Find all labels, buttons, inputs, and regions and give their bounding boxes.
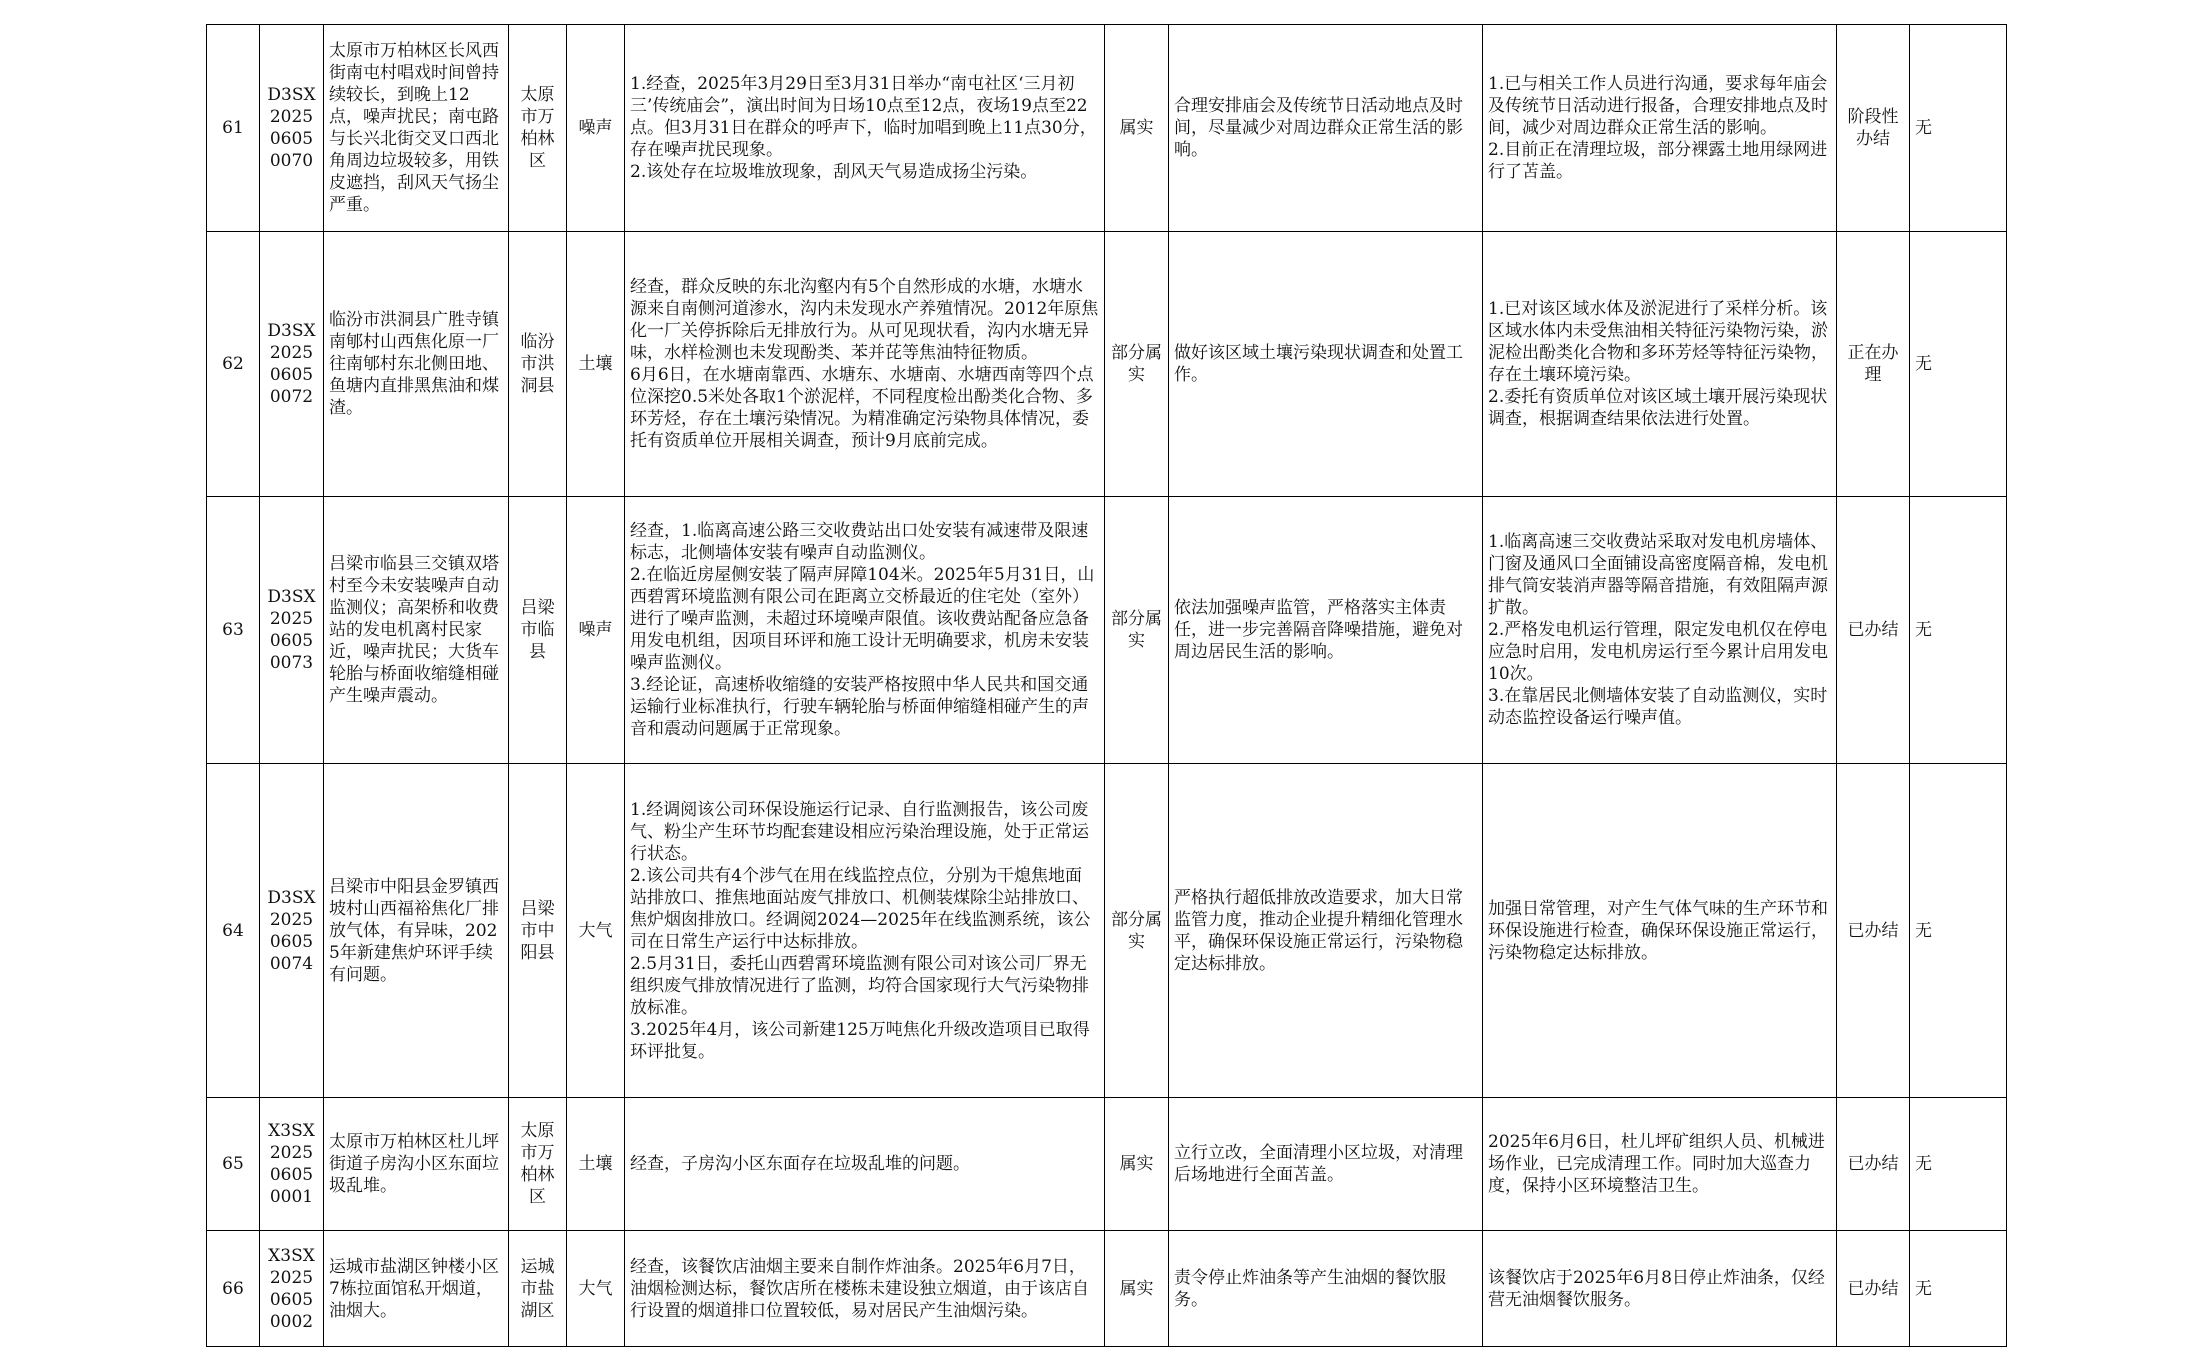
seq-cell: 61	[207, 25, 260, 232]
table-row	[207, 497, 2007, 764]
verdict-cell: 部分属实	[1105, 497, 1169, 764]
seq-cell: 64	[207, 764, 260, 1098]
table-row	[207, 232, 2007, 497]
accountability-cell: 无	[1910, 497, 2007, 764]
status-cell: 已办结	[1837, 764, 1910, 1098]
investigation-cell: 经查，该餐饮店油烟主要来自制作炸油条。2025年6月7日，油烟检测达标，餐饮店所在楼栋未建设独立烟道，由于该店自行设置的烟道排口位置较低，易对居民产生油烟污染。	[625, 1231, 1105, 1347]
area-cell: 太原市万柏林区	[509, 25, 567, 232]
code-cell: D3SX20250605 0074	[260, 764, 324, 1098]
rectification-cell: 2025年6月6日，杜儿坪矿组织人员、机械进场作业，已完成清理工作。同时加大巡查力度，保持小区环境整洁卫生。	[1483, 1098, 1837, 1231]
content-cell: 吕梁市临县三交镇双塔村至今未安装噪声自动监测仪；高架桥和收费站的发电机离村民家近，噪声扰民；大货车轮胎与桥面收缩缝相碰产生噪声震动。	[324, 497, 509, 764]
opinion-cell: 严格执行超低排放改造要求，加大日常监管力度，推动企业提升精细化管理水平，确保环保设施正常运行，污染物稳定达标排放。	[1169, 764, 1483, 1098]
content-cell: 太原市万柏林区长风西街南屯村唱戏时间曾持续较长，到晚上12点，噪声扰民；南屯路与长兴北街交叉口西北角周边垃圾较多，用铁皮遮挡，刮风天气扬尘严重。	[324, 25, 509, 232]
accountability-cell: 无	[1910, 232, 2007, 497]
code-cell: D3SX20250605 0070	[260, 25, 324, 232]
type-cell: 土壤	[567, 1098, 625, 1231]
area-cell: 吕梁市中阳县	[509, 764, 567, 1098]
code-cell: D3SX20250605 0072	[260, 232, 324, 497]
rectification-cell: 1.已对该区域水体及淤泥进行了采样分析。该区域水体内未受焦油相关特征污染物污染，淤泥检出酚类化合物和多环芳烃等特征污染物，存在土壤环境污染。 2.委托有资质单位对该区域土壤开展污染现状调查，根据调查结果依法进行处置。	[1483, 232, 1837, 497]
area-cell: 运城市盐湖区	[509, 1231, 567, 1347]
investigation-cell: 经查，子房沟小区东面存在垃圾乱堆的问题。	[625, 1098, 1105, 1231]
status-cell: 已办结	[1837, 497, 1910, 764]
complaint-table	[206, 24, 2007, 1347]
table-row	[207, 25, 2007, 232]
code-cell: X3SX20250605 0002	[260, 1231, 324, 1347]
verdict-cell: 属实	[1105, 1231, 1169, 1347]
investigation-cell: 1.经查，2025年3月29日至3月31日举办“南屯社区‘三月初三’传统庙会”，演出时间为日场10点至12点，夜场19点至22点。但3月31日在群众的呼声下，临时加唱到晚上11点30分，存在噪声扰民现象。 2.该处存在垃圾堆放现象，刮风天气易造成扬尘污染。	[625, 25, 1105, 232]
area-cell: 太原市万柏林区	[509, 1098, 567, 1231]
area-cell: 临汾市洪洞县	[509, 232, 567, 497]
verdict-cell: 属实	[1105, 25, 1169, 232]
content-cell: 吕梁市中阳县金罗镇西坡村山西福裕焦化厂排放气体，有异味，2025年新建焦炉环评手续有问题。	[324, 764, 509, 1098]
seq-cell: 66	[207, 1231, 260, 1347]
seq-cell: 65	[207, 1098, 260, 1231]
opinion-cell: 依法加强噪声监管，严格落实主体责任，进一步完善隔音降噪措施，避免对周边居民生活的影响。	[1169, 497, 1483, 764]
table-row	[207, 1231, 2007, 1347]
rectification-cell: 该餐饮店于2025年6月8日停止炸油条，仅经营无油烟餐饮服务。	[1483, 1231, 1837, 1347]
status-cell: 正在办理	[1837, 232, 1910, 497]
code-cell: X3SX20250605 0001	[260, 1098, 324, 1231]
type-cell: 大气	[567, 1231, 625, 1347]
table-row	[207, 764, 2007, 1098]
rectification-cell: 1.临离高速三交收费站采取对发电机房墙体、门窗及通风口全面铺设高密度隔音棉，发电机排气筒安装消声器等隔音措施，有效阻隔声源扩散。 2.严格发电机运行管理，限定发电机仅在停电应急时启用，发电机房运行至今累计启用发电10次。 3.在靠居民北侧墙体安装了自动监测仪，实时动态监控设备运行噪声值。	[1483, 497, 1837, 764]
verdict-cell: 部分属实	[1105, 232, 1169, 497]
accountability-cell: 无	[1910, 764, 2007, 1098]
seq-cell: 62	[207, 232, 260, 497]
status-cell: 已办结	[1837, 1231, 1910, 1347]
seq-cell: 63	[207, 497, 260, 764]
rectification-cell: 加强日常管理，对产生气体气味的生产环节和环保设施进行检查，确保环保设施正常运行，污染物稳定达标排放。	[1483, 764, 1837, 1098]
investigation-cell: 经查，群众反映的东北沟壑内有5个自然形成的水塘，水塘水源来自南侧河道渗水，沟内未发现水产养殖情况。2012年原焦化一厂关停拆除后无排放行为。从可见现状看，沟内水塘无异味，水样检测也未发现酚类、苯并芘等焦油特征物质。 6月6日，在水塘南靠西、水塘东、水塘南、水塘西南等四个点位深挖0.5米处各取1个淤泥样，不同程度检出酚类化合物、多环芳烃，存在土壤污染情况。为精准确定污染物具体情况，委托有资质单位开展相关调查，预计9月底前完成。	[625, 232, 1105, 497]
type-cell: 大气	[567, 764, 625, 1098]
content-cell: 临汾市洪洞县广胜寺镇南郇村山西焦化原一厂往南郇村东北侧田地、鱼塘内直排黑焦油和煤渣。	[324, 232, 509, 497]
verdict-cell: 属实	[1105, 1098, 1169, 1231]
opinion-cell: 责令停止炸油条等产生油烟的餐饮服务。	[1169, 1231, 1483, 1347]
type-cell: 噪声	[567, 25, 625, 232]
verdict-cell: 部分属实	[1105, 764, 1169, 1098]
accountability-cell: 无	[1910, 1231, 2007, 1347]
accountability-cell: 无	[1910, 1098, 2007, 1231]
type-cell: 噪声	[567, 497, 625, 764]
content-cell: 运城市盐湖区钟楼小区7栋拉面馆私开烟道，油烟大。	[324, 1231, 509, 1347]
area-cell: 吕梁市临县	[509, 497, 567, 764]
opinion-cell: 合理安排庙会及传统节日活动地点及时间，尽量减少对周边群众正常生活的影响。	[1169, 25, 1483, 232]
status-cell: 已办结	[1837, 1098, 1910, 1231]
accountability-cell: 无	[1910, 25, 2007, 232]
content-cell: 太原市万柏林区杜儿坪街道子房沟小区东面垃圾乱堆。	[324, 1098, 509, 1231]
status-cell: 阶段性办结	[1837, 25, 1910, 232]
rectification-cell: 1.已与相关工作人员进行沟通，要求每年庙会及传统节日活动进行报备，合理安排地点及时间，减少对周边群众正常生活的影响。 2.目前正在清理垃圾，部分裸露土地用绿网进行了苫盖。	[1483, 25, 1837, 232]
table-row	[207, 1098, 2007, 1231]
opinion-cell: 立行立改，全面清理小区垃圾，对清理后场地进行全面苫盖。	[1169, 1098, 1483, 1231]
type-cell: 土壤	[567, 232, 625, 497]
code-cell: D3SX20250605 0073	[260, 497, 324, 764]
investigation-cell: 经查，1.临离高速公路三交收费站出口处安装有减速带及限速标志，北侧墙体安装有噪声自动监测仪。 2.在临近房屋侧安装了隔声屏障104米。2025年5月31日，山西碧霄环境监测有限公司在距离立交桥最近的住宅处（室外）进行了噪声监测，未超过环境噪声限值。该收费站配备应急备用发电机组，因项目环评和施工设计无明确要求，机房未安装噪声监测仪。 3.经论证，高速桥收缩缝的安装严格按照中华人民共和国交通运输行业标准执行，行驶车辆轮胎与桥面伸缩缝相碰产生的声音和震动问题属于正常现象。	[625, 497, 1105, 764]
investigation-cell: 1.经调阅该公司环保设施运行记录、自行监测报告，该公司废气、粉尘产生环节均配套建设相应污染治理设施，处于正常运行状态。 2.该公司共有4个涉气在用在线监控点位，分别为干熄焦地面站排放口、推焦地面站废气排放口、机侧装煤除尘站排放口、焦炉烟囱排放口。经调阅2024—2025年在线监测系统，该公司在日常生产运行中达标排放。 2.5月31日，委托山西碧霄环境监测有限公司对该公司厂界无组织废气排放情况进行了监测，均符合国家现行大气污染物排放标准。 3.2025年4月，该公司新建125万吨焦化升级改造项目已取得环评批复。	[625, 764, 1105, 1098]
opinion-cell: 做好该区域土壤污染现状调查和处置工作。	[1169, 232, 1483, 497]
